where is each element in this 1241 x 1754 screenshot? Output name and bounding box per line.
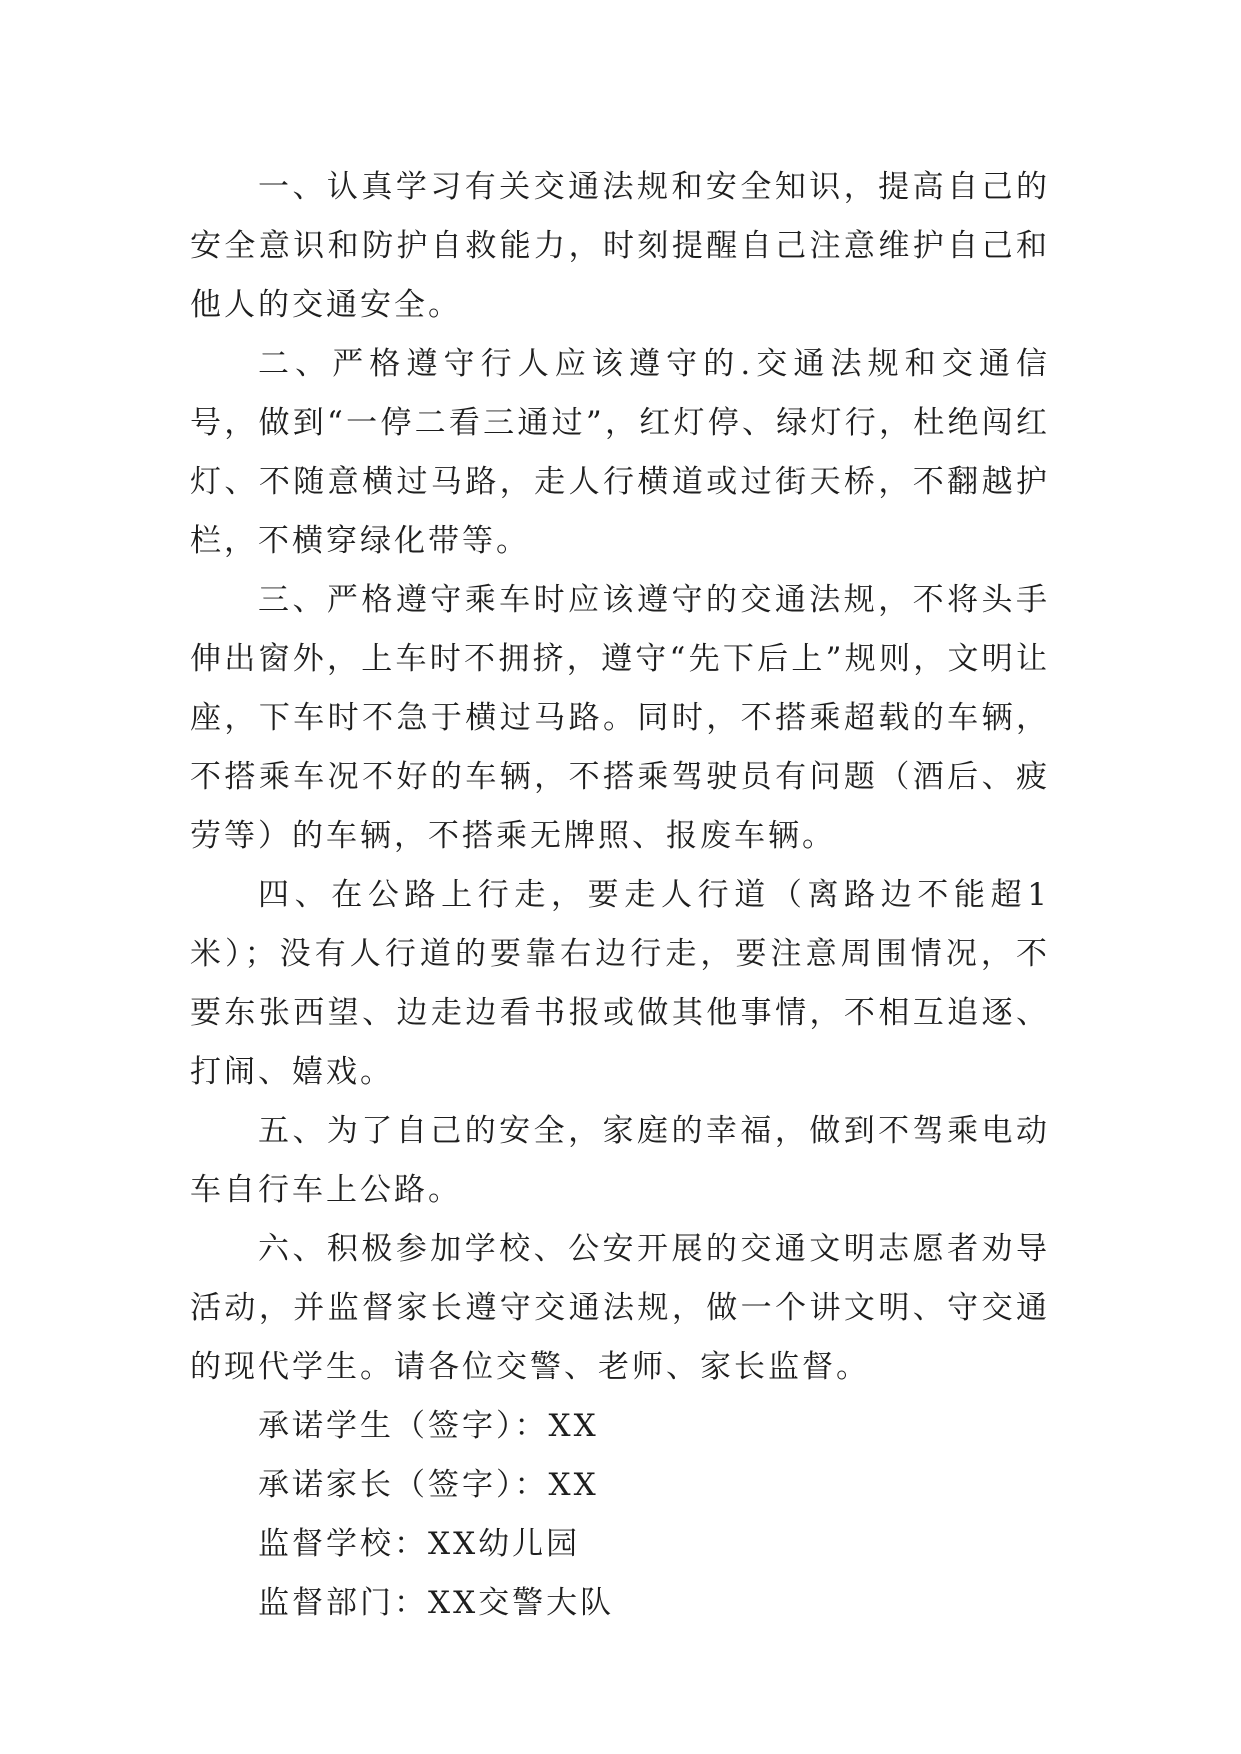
signature-parent: 承诺家长（签字）：XX: [258, 1467, 599, 1503]
paragraph-6: 六、积极参加学校、公安开展的交通文明志愿者劝导活动，并监督家长遵守交通法规，做一个讲文明、守交通的现代学生。请各位交警、老师、家长监督。: [190, 1231, 1050, 1385]
paragraph-4: 四、在公路上行走，要走人行道（离路边不能超1米）；没有人行道的要靠右边行走，要注意周围情况，不要东张西望、边走边看书报或做其他事情，不相互追逐、打闹、嬉戏。: [190, 877, 1050, 1090]
paragraph-5: 五、为了自己的安全，家庭的幸福，做到不驾乘电动车自行车上公路。: [190, 1113, 1050, 1208]
paragraph-2: 二、严格遵守行人应该遵守的.交通法规和交通信号，做到“一停二看三通过”，红灯停、绿灯行，杜绝闯红灯、不随意横过马路，走人行横道或过街天桥，不翻越护栏，不横穿绿化带等。: [190, 346, 1050, 559]
supervising-school: 监督学校：XX幼儿园: [258, 1526, 581, 1562]
signature-student: 承诺学生（签字）：XX: [258, 1408, 599, 1444]
paragraph-3: 三、严格遵守乘车时应该遵守的交通法规，不将头手伸出窗外，上车时不拥挤，遵守“先下后上”规则，文明让座，下车时不急于横过马路。同时，不搭乘超载的车辆，不搭乘车况不好的车辆，不搭乘驾驶员有问题（酒后、疲劳等）的车辆，不搭乘无牌照、报废车辆。: [190, 582, 1050, 854]
document-body: [190, 158, 1050, 1633]
supervising-department: 监督部门：XX交警大队: [258, 1585, 615, 1621]
paragraph-1: 一、认真学习有关交通法规和安全知识，提高自己的安全意识和防护自救能力，时刻提醒自己注意维护自己和他人的交通安全。: [190, 169, 1050, 323]
